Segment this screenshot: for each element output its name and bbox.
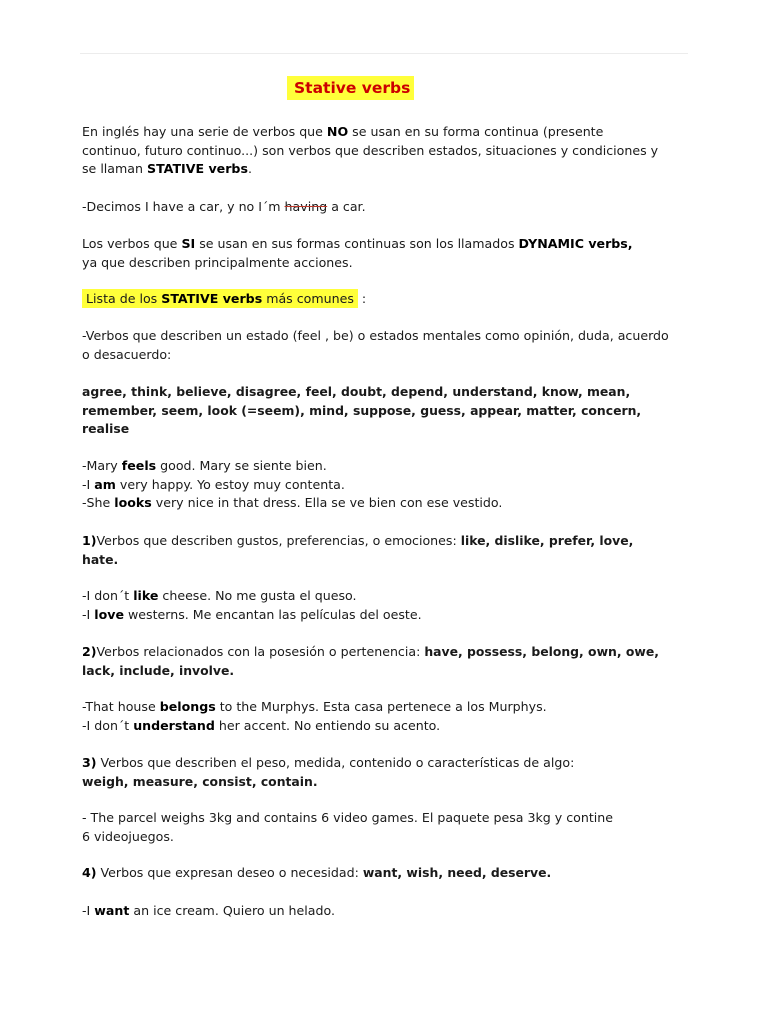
struck-word: having [284,199,328,214]
verb-list-line-2: remember, seem, look (=seem), mind, suppose, guess, appear, matter, concern, [82,402,642,418]
section-number: 2) [82,644,97,659]
example-text: -I don´t [82,588,134,603]
section-2 [82,643,692,680]
page-title: Stative verbs [287,76,414,100]
intro-text: se usan en su forma continua (presente [348,124,604,139]
states-description [82,327,692,364]
example-text: a car. [327,199,366,214]
list-heading [82,290,692,309]
section-1-line-2: hate. [82,551,119,567]
section-3-line-2: weigh, measure, consist, contain. [82,773,318,789]
intro-emphasis-stative: STATIVE verbs [147,161,248,176]
example-text: an ice cream. Quiero un helado. [129,903,335,918]
example-text: good. Mary se siente bien. [156,458,327,473]
list-heading-highlight [82,289,358,308]
section-text: Verbos relacionados con la posesión o pertenencia: [96,644,425,659]
section-1 [82,532,692,569]
example-text: to the Murphys. Esta casa pertenece a los Murphys. [215,699,547,714]
section-number: 1) [82,533,97,548]
section-1-examples [82,587,692,624]
example-line: 6 videojuegos. [82,828,174,844]
example-text: -I [82,606,95,622]
example-verb: understand [133,717,215,733]
intro-text: . [247,161,252,176]
example-have-line [82,198,692,217]
example-text: -Mary [82,458,122,473]
example-text: her accent. No entiendo su acento. [214,717,441,733]
section-text: Verbos que expresan deseo o necesidad: [96,865,363,880]
section-verbs: have, possess, belong, own, owe, [424,644,659,659]
example-verb: love [94,606,124,622]
example-text: very happy. Yo estoy muy contenta. [115,476,345,492]
example-line [82,587,692,606]
section-text: Verbos que describen el peso, medida, contenido o características de algo: [96,755,575,770]
example-line [82,457,692,476]
example-verb: looks [114,495,152,510]
example-line [82,698,692,717]
example-line [82,476,692,495]
section-3 [82,754,692,791]
section-4 [82,864,692,883]
example-line [82,902,692,921]
example-text: -Decimos I have a car, y no I´m [82,199,285,214]
section-number: 4) [82,865,97,880]
dynamic-line-1 [82,235,692,254]
section-number: 3) [82,755,97,770]
intro-text: En inglés hay una serie de verbos que [82,124,327,139]
intro-line-2: continuo, futuro continuo...) son verbos que describen estados, situaciones y condiciones y [82,142,659,158]
states-line-2: o desacuerdo: [82,346,172,362]
section-4-examples [82,902,692,921]
intro-emphasis-no: NO [326,124,349,139]
list-heading-colon: : [357,291,367,306]
dynamic-line-2: ya que describen principalmente acciones. [82,254,353,270]
example-verb: feels [121,458,157,473]
example-line [82,717,692,736]
list-heading-text: Lista de los [86,291,162,306]
section-4-line-1 [82,864,692,883]
section-verbs: want, wish, need, deserve. [362,865,552,880]
section-1-line-1 [82,532,692,551]
example-verb: like [133,588,159,603]
example-line [82,494,692,513]
example-text: cheese. No me gusta el queso. [158,588,357,603]
states-examples [82,457,692,513]
example-text: -I [82,903,95,918]
dynamic-emphasis-si: SI [181,236,196,251]
section-3-examples [82,809,692,846]
verb-list-line-3: realise [82,421,130,436]
example-line: - The parcel weighs 3kg and contains 6 video games. El paquete pesa 3kg y contine [82,810,614,825]
section-2-examples [82,698,692,735]
verb-list-line-1: agree, think, believe, disagree, feel, doubt, depend, understand, know, mean, [82,384,631,399]
dynamic-emphasis-dynamic: DYNAMIC verbs, [518,236,633,251]
example-text: -I don´t [82,717,134,733]
intro-line-1 [82,123,692,142]
example-text: very nice in that dress. Ella se ve bien con ese vestido. [151,495,503,510]
section-3-line-1 [82,754,692,773]
example-text: westerns. Me encantan las películas del oeste. [124,606,422,622]
example-verb: want [94,903,130,918]
list-heading-emphasis: STATIVE verbs [161,291,263,306]
list-heading-line [82,290,692,309]
section-2-line-1 [82,643,692,662]
intro-text: se llaman [82,161,147,176]
dynamic-text: Los verbos que [82,236,182,251]
section-text: Verbos que describen gustos, preferencias, o emociones: [96,533,461,548]
states-line-1: -Verbos que describen un estado (feel , be) o estados mentales como opinión, duda, acuerdo [82,328,669,343]
example-verb: am [94,476,116,492]
intro-paragraph [82,123,692,179]
list-heading-text: más comunes [262,291,354,306]
states-verb-list [82,383,692,439]
example-line [82,606,692,625]
page-top-divider [80,53,688,54]
dynamic-text: se usan en sus formas continuas son los llamados [195,236,519,251]
section-verbs: like, dislike, prefer, love, [460,533,634,548]
dynamic-paragraph [82,235,692,272]
example-text: -I [82,476,95,492]
example-text: -That house [82,699,160,714]
example-verb: belongs [159,699,216,714]
section-2-line-2: lack, include, involve. [82,662,235,678]
example-have [82,198,692,217]
example-text: -She [82,495,115,510]
intro-line-3 [82,160,692,179]
